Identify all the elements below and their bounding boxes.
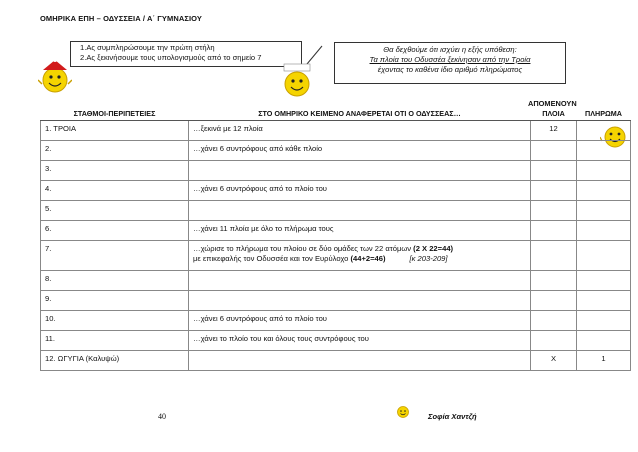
text-cell[interactable] — [189, 271, 531, 291]
document-header: ΟΜΗΡΙΚΑ ΕΠΗ – ΟΔΥΣΣΕΙΑ / Α΄ ΓΥΜΝΑΣΙΟΥ — [40, 14, 202, 23]
ships-cell: Χ — [531, 351, 577, 371]
header-crew: ΠΛΗΡΩΜΑ — [577, 107, 631, 121]
ships-cell[interactable] — [531, 311, 577, 331]
crew-cell[interactable] — [577, 271, 631, 291]
crew-cell[interactable] — [577, 181, 631, 201]
table-row — [41, 221, 631, 241]
ships-cell[interactable] — [531, 201, 577, 221]
assumption-line-3: έχοντας το καθένα ίδιο αριθμό πληρώματος — [377, 65, 523, 74]
crew-cell[interactable] — [577, 141, 631, 161]
text-cell: …χάνει το πλοίο του και όλους τους συντρόφους του — [189, 331, 531, 351]
station-cell: 7. — [41, 241, 189, 271]
smiley-sign-icon — [280, 62, 314, 98]
ships-cell[interactable] — [531, 291, 577, 311]
header-ships: ΠΛΟΙΑ — [531, 107, 577, 121]
table-row — [41, 311, 631, 331]
row7-part2: με επικεφαλής τον Οδυσσέα και τον Ευρύλοχο — [193, 254, 351, 263]
table-row — [41, 331, 631, 351]
text-cell — [189, 351, 531, 371]
ships-cell[interactable] — [531, 141, 577, 161]
station-cell: 8. — [41, 271, 189, 291]
assumption-line-2: Τα πλοία του Οδυσσέα ξεκίνησαν από την Τροία — [369, 55, 531, 64]
station-cell: 4. — [41, 181, 189, 201]
ships-cell[interactable] — [531, 271, 577, 291]
table-row — [41, 351, 631, 371]
ships-cell[interactable]: 12 — [531, 121, 577, 141]
text-cell[interactable] — [189, 201, 531, 221]
station-cell: 2. — [41, 141, 189, 161]
station-cell: 9. — [41, 291, 189, 311]
station-cell: 12. ΩΓΥΓΙΑ (Καλυψώ) — [41, 351, 189, 371]
table-row — [41, 141, 631, 161]
row7-reference: [κ 203-209] — [409, 254, 448, 263]
table-row — [41, 291, 631, 311]
author-name: Σοφία Χαντζή — [428, 412, 477, 421]
station-cell: 6. — [41, 221, 189, 241]
crew-cell[interactable] — [577, 331, 631, 351]
crew-cell[interactable] — [577, 311, 631, 331]
text-cell[interactable] — [189, 291, 531, 311]
ships-cell[interactable] — [531, 221, 577, 241]
ships-cell[interactable] — [531, 181, 577, 201]
crew-cell[interactable] — [577, 221, 631, 241]
text-cell: …χάνει 6 συντρόφους από κάθε πλοίο — [189, 141, 531, 161]
crew-cell[interactable] — [577, 121, 631, 141]
station-cell: 10. — [41, 311, 189, 331]
table-header-row — [41, 107, 631, 121]
stations-table — [40, 107, 631, 371]
ships-cell[interactable] — [531, 331, 577, 351]
table-row — [41, 121, 631, 141]
station-cell: 5. — [41, 201, 189, 221]
table-row — [41, 241, 631, 271]
table-row — [41, 201, 631, 221]
row7-part2-bold: (44+2=46) — [350, 254, 386, 263]
text-cell-row7 — [189, 241, 531, 271]
assumption-line-1: Θα δεχθούμε ότι ισχύει η εξής υπόθεση: — [383, 45, 517, 54]
ships-cell[interactable] — [531, 241, 577, 271]
station-cell: 1. ΤΡΟΙΑ — [41, 121, 189, 141]
small-smiley-icon — [396, 405, 410, 419]
assumption-box — [334, 42, 566, 84]
crew-cell: 1 — [577, 351, 631, 371]
smiley-hat-icon — [38, 56, 72, 96]
text-cell[interactable] — [189, 161, 531, 181]
table-row — [41, 181, 631, 201]
text-cell: …ξεκινά με 12 πλοία — [189, 121, 531, 141]
row7-part1: …χώρισε το πλήρωμα του πλοίου σε δύο ομάδες των 22 ατόμων — [193, 244, 414, 253]
instructions-box — [70, 41, 302, 67]
page-number: 40 — [158, 412, 166, 421]
text-cell: …χάνει 6 συντρόφους από το πλοίο του — [189, 311, 531, 331]
crew-cell[interactable] — [577, 241, 631, 271]
station-cell: 11. — [41, 331, 189, 351]
header-station: ΣΤΑΘΜΟΙ-ΠΕΡΙΠΕΤΕΙΕΣ — [41, 107, 189, 121]
table-row — [41, 161, 631, 181]
text-cell: …χάνει 6 συντρόφους από το πλοίο του — [189, 181, 531, 201]
station-cell: 3. — [41, 161, 189, 181]
header-text: ΣΤΟ ΟΜΗΡΙΚΟ ΚΕΙΜΕΝΟ ΑΝΑΦΕΡΕΤΑΙ ΟΤΙ Ο ΟΔΥΣΣΕΑΣ… — [189, 107, 531, 121]
ships-cell[interactable] — [531, 161, 577, 181]
crew-cell[interactable] — [577, 161, 631, 181]
crew-cell[interactable] — [577, 201, 631, 221]
instruction-1: 1.Ας συμπληρώσουμε την πρώτη στήλη — [80, 43, 215, 52]
text-cell: …χάνει 11 πλοία με όλο το πλήρωμα τους — [189, 221, 531, 241]
row7-part1-bold: (2 Χ 22=44) — [413, 244, 454, 253]
remaining-label: ΑΠΟΜΕΝΟΥΝ — [528, 99, 577, 108]
crew-cell[interactable] — [577, 291, 631, 311]
table-row — [41, 271, 631, 291]
instruction-2: 2.Ας ξεκινήσουμε τους υπολογισμούς από το σημείο 7 — [80, 53, 262, 62]
